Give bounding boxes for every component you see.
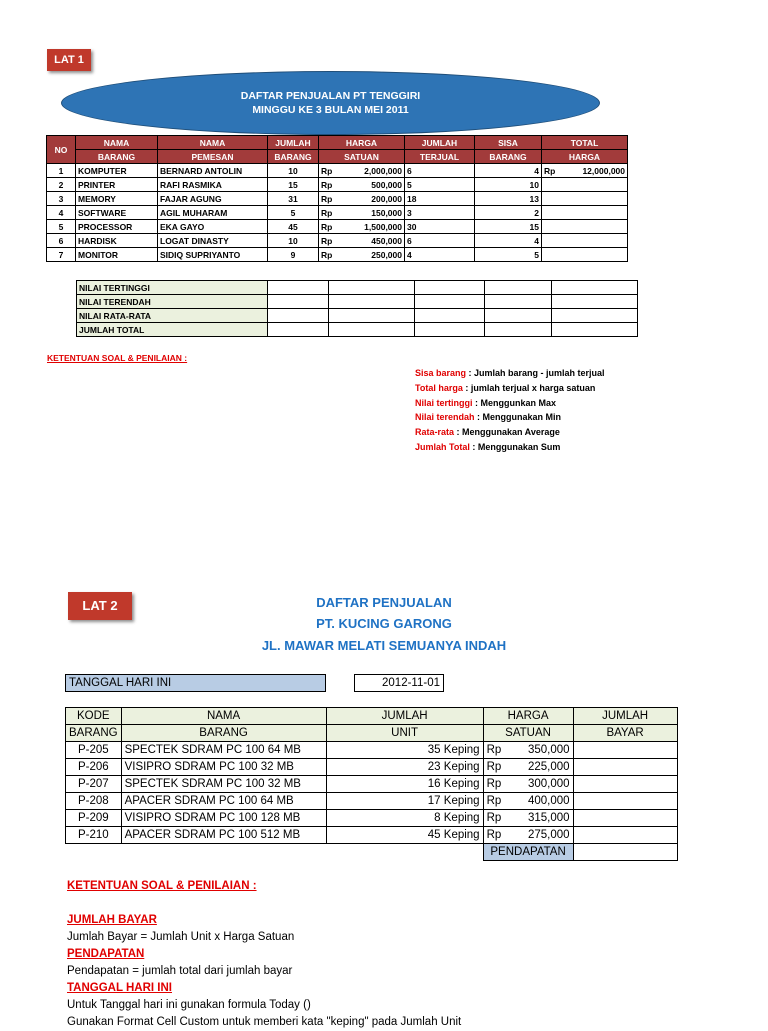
cell-no: 6 bbox=[47, 234, 76, 248]
cell-terjual: 6 bbox=[405, 234, 475, 248]
lat1-sales-table bbox=[46, 135, 628, 262]
table-row bbox=[47, 178, 628, 192]
rule-key: Total harga bbox=[415, 382, 463, 393]
cell-harga bbox=[483, 759, 573, 776]
cell-harga bbox=[483, 742, 573, 759]
table-row bbox=[66, 759, 678, 776]
cell-sisa: 15 bbox=[475, 220, 542, 234]
cell-sisa: 10 bbox=[475, 178, 542, 192]
summary-cell bbox=[415, 309, 485, 323]
header-cell: BARANG bbox=[76, 150, 158, 164]
summary-cell bbox=[552, 281, 638, 295]
lat1-rules bbox=[415, 366, 605, 455]
cell-nama: VISIPRO SDRAM PC 100 32 MB bbox=[121, 759, 326, 776]
summary-cell bbox=[415, 281, 485, 295]
rule-line bbox=[415, 396, 605, 411]
cell-no: 2 bbox=[47, 178, 76, 192]
cell-terjual: 6 bbox=[405, 164, 475, 178]
cell-barang: PRINTER bbox=[76, 178, 158, 192]
cell-jumlah: 15 bbox=[268, 178, 319, 192]
rule-heading-pendapatan: PENDAPATAN bbox=[67, 948, 145, 960]
cell-pemesan: EKA GAYO bbox=[158, 220, 268, 234]
currency: Rp bbox=[544, 165, 556, 176]
table-row bbox=[47, 234, 628, 248]
cell-harga bbox=[319, 164, 405, 178]
cell-jumlah: 10 bbox=[268, 234, 319, 248]
cell-nama: APACER SDRAM PC 100 512 MB bbox=[121, 827, 326, 844]
cell-total bbox=[542, 234, 628, 248]
lat2-rules bbox=[67, 912, 461, 1031]
rule-key: Sisa barang bbox=[415, 368, 467, 378]
cell-kode: P-207 bbox=[66, 776, 122, 793]
currency: Rp bbox=[321, 235, 333, 246]
harga-value: 315,000 bbox=[528, 812, 570, 824]
cell-harga bbox=[483, 776, 573, 793]
summary-cell bbox=[552, 295, 638, 309]
rule-key: Jumlah Total bbox=[415, 441, 470, 452]
summary-row bbox=[77, 281, 638, 295]
header-cell: JUMLAH bbox=[573, 708, 677, 725]
cell-kode: P-205 bbox=[66, 742, 122, 759]
table-row bbox=[47, 248, 628, 262]
currency: Rp bbox=[321, 221, 333, 232]
rule-text: : Menggunkan Max bbox=[472, 397, 557, 408]
cell-total bbox=[542, 164, 628, 178]
cell-unit: 8 Keping bbox=[326, 810, 483, 827]
header-cell: BARANG bbox=[268, 150, 319, 164]
currency: Rp bbox=[321, 193, 333, 204]
header-cell: SATUAN bbox=[483, 725, 573, 742]
cell-harga bbox=[319, 248, 405, 262]
harga-value: 300,000 bbox=[528, 778, 570, 790]
cell-terjual: 18 bbox=[405, 192, 475, 206]
table-row bbox=[66, 793, 678, 810]
cell-unit: 17 Keping bbox=[326, 793, 483, 810]
cell-jumlah: 10 bbox=[268, 164, 319, 178]
rule-text: : jumlah terjual x harga satuan bbox=[462, 382, 596, 393]
header-cell: HARGA bbox=[483, 708, 573, 725]
summary-label: JUMLAH TOTAL bbox=[77, 323, 268, 337]
summary-cell bbox=[329, 281, 415, 295]
cell-harga bbox=[319, 178, 405, 192]
currency: Rp bbox=[321, 165, 333, 176]
header-cell: PEMESAN bbox=[158, 150, 268, 164]
currency: Rp bbox=[486, 778, 502, 790]
header-cell: SISA bbox=[475, 136, 542, 150]
harga-value: 500,000 bbox=[371, 179, 402, 190]
currency: Rp bbox=[486, 744, 502, 756]
lat1-summary-table bbox=[76, 280, 638, 337]
cell-harga bbox=[483, 827, 573, 844]
cell-bayar bbox=[573, 827, 677, 844]
cell-barang: MEMORY bbox=[76, 192, 158, 206]
summary-cell bbox=[415, 295, 485, 309]
summary-cell bbox=[329, 323, 415, 337]
rule-text-pendapatan: Pendapatan = jumlah total dari jumlah bayar bbox=[67, 965, 293, 977]
header-cell: BAYAR bbox=[573, 725, 677, 742]
header-cell: HARGA bbox=[542, 150, 628, 164]
table-row bbox=[66, 776, 678, 793]
cell-barang: MONITOR bbox=[76, 248, 158, 262]
cell-jumlah: 45 bbox=[268, 220, 319, 234]
cell-total bbox=[542, 220, 628, 234]
pendapatan-value bbox=[573, 844, 677, 861]
cell-nama: VISIPRO SDRAM PC 100 128 MB bbox=[121, 810, 326, 827]
lat1-ketentuan-heading: KETENTUAN SOAL & PENILAIAN : bbox=[47, 353, 188, 363]
rule-text: : Jumlah barang - jumlah terjual bbox=[466, 368, 605, 378]
summary-row bbox=[77, 309, 638, 323]
cell-total bbox=[542, 192, 628, 206]
cell-no: 5 bbox=[47, 220, 76, 234]
summary-cell bbox=[485, 295, 552, 309]
cell-pemesan: BERNARD ANTOLIN bbox=[158, 164, 268, 178]
table-row bbox=[66, 810, 678, 827]
lat2-ketentuan-heading: KETENTUAN SOAL & PENILAIAN : bbox=[67, 880, 257, 892]
cell-unit: 16 Keping bbox=[326, 776, 483, 793]
cell-unit: 45 Keping bbox=[326, 827, 483, 844]
currency: Rp bbox=[486, 812, 502, 824]
cell-total bbox=[542, 248, 628, 262]
header-cell: JUMLAH bbox=[405, 136, 475, 150]
header-cell: JUMLAH bbox=[326, 708, 483, 725]
rule-text-jumlah-bayar: Jumlah Bayar = Jumlah Unit x Harga Satuan bbox=[67, 931, 295, 943]
cell-kode: P-209 bbox=[66, 810, 122, 827]
cell-total bbox=[542, 178, 628, 192]
header-cell: BARANG bbox=[475, 150, 542, 164]
cell-no: 4 bbox=[47, 206, 76, 220]
cell-harga bbox=[319, 220, 405, 234]
header-cell: BARANG bbox=[66, 725, 122, 742]
cell-kode: P-208 bbox=[66, 793, 122, 810]
total-value: 12,000,000 bbox=[582, 165, 625, 176]
summary-cell bbox=[485, 309, 552, 323]
table-row bbox=[47, 206, 628, 220]
cell-barang: SOFTWARE bbox=[76, 206, 158, 220]
header-cell: HARGA bbox=[319, 136, 405, 150]
cell-kode: P-206 bbox=[66, 759, 122, 776]
cell-pemesan: SIDIQ SUPRIYANTO bbox=[158, 248, 268, 262]
lat2-sales-table bbox=[65, 707, 678, 861]
harga-value: 1,500,000 bbox=[364, 221, 402, 232]
table-row bbox=[47, 220, 628, 234]
rule-key: Nilai tertinggi bbox=[415, 397, 473, 408]
cell-terjual: 3 bbox=[405, 206, 475, 220]
harga-value: 400,000 bbox=[528, 795, 570, 807]
currency: Rp bbox=[486, 795, 502, 807]
cell-nama: SPECTEK SDRAM PC 100 32 MB bbox=[121, 776, 326, 793]
table-row bbox=[66, 827, 678, 844]
cell-bayar bbox=[573, 810, 677, 827]
cell-terjual: 4 bbox=[405, 248, 475, 262]
harga-value: 350,000 bbox=[528, 744, 570, 756]
cell-sisa: 5 bbox=[475, 248, 542, 262]
cell-barang: HARDISK bbox=[76, 234, 158, 248]
lat1-title-ellipse bbox=[61, 71, 600, 135]
rule-key: Rata-rata bbox=[415, 427, 455, 438]
cell-sisa: 4 bbox=[475, 234, 542, 248]
cell-terjual: 30 bbox=[405, 220, 475, 234]
rule-text: : Menggunakan Average bbox=[454, 427, 560, 438]
cell-jumlah: 9 bbox=[268, 248, 319, 262]
lat1-title-line1: DAFTAR PENJUALAN PT TENGGIRI bbox=[240, 90, 421, 102]
rule-line bbox=[415, 440, 605, 455]
summary-cell bbox=[415, 323, 485, 337]
cell-pemesan: AGIL MUHARAM bbox=[158, 206, 268, 220]
summary-row bbox=[77, 323, 638, 337]
lat1-table-header bbox=[47, 136, 628, 164]
cell-total bbox=[542, 206, 628, 220]
header-cell: TOTAL bbox=[542, 136, 628, 150]
header-cell: KODE bbox=[66, 708, 122, 725]
rule-text: : Menggunakan Min bbox=[474, 412, 562, 423]
header-cell: SATUAN bbox=[319, 150, 405, 164]
header-cell: JUMLAH bbox=[268, 136, 319, 150]
cell-barang: KOMPUTER bbox=[76, 164, 158, 178]
harga-value: 225,000 bbox=[528, 761, 570, 773]
summary-cell bbox=[485, 281, 552, 295]
cell-bayar bbox=[573, 759, 677, 776]
summary-cell bbox=[268, 281, 329, 295]
cell-pemesan: RAFI RASMIKA bbox=[158, 178, 268, 192]
lat2-address: JL. MAWAR MELATI SEMUANYA INDAH bbox=[261, 638, 507, 653]
currency: Rp bbox=[486, 829, 502, 841]
rule-text-tanggal-2: Gunakan Format Cell Custom untuk memberi kata "keping" pada Jumlah Unit bbox=[67, 1016, 462, 1028]
cell-bayar bbox=[573, 742, 677, 759]
harga-value: 450,000 bbox=[371, 235, 402, 246]
header-cell: BARANG bbox=[121, 725, 326, 742]
harga-value: 150,000 bbox=[371, 207, 402, 218]
cell-no: 3 bbox=[47, 192, 76, 206]
currency: Rp bbox=[321, 249, 333, 260]
cell-no: 7 bbox=[47, 248, 76, 262]
pendapatan-row bbox=[66, 844, 678, 861]
rule-line bbox=[415, 410, 605, 425]
currency: Rp bbox=[321, 207, 333, 218]
cell-pemesan: LOGAT DINASTY bbox=[158, 234, 268, 248]
summary-label: NILAI TERENDAH bbox=[77, 295, 268, 309]
table-row bbox=[47, 192, 628, 206]
header-cell: UNIT bbox=[326, 725, 483, 742]
table-row bbox=[47, 164, 628, 178]
cell-terjual: 5 bbox=[405, 178, 475, 192]
summary-cell bbox=[552, 309, 638, 323]
lat1-title-line2: MINGGU KE 3 BULAN MEI 2011 bbox=[252, 104, 409, 116]
lat1-tag: LAT 1 bbox=[47, 49, 91, 71]
rule-line bbox=[415, 381, 605, 396]
rule-heading-tanggal: TANGGAL HARI INI bbox=[67, 982, 172, 994]
lat2-title: DAFTAR PENJUALAN bbox=[316, 595, 452, 610]
pendapatan-label: PENDAPATAN bbox=[483, 844, 573, 861]
currency: Rp bbox=[321, 179, 333, 190]
header-cell: NAMA bbox=[76, 136, 158, 150]
header-no: NO bbox=[47, 136, 76, 164]
date-label: TANGGAL HARI INI bbox=[66, 675, 326, 692]
cell-jumlah: 31 bbox=[268, 192, 319, 206]
summary-row bbox=[77, 295, 638, 309]
summary-cell bbox=[268, 323, 329, 337]
cell-bayar bbox=[573, 793, 677, 810]
cell-harga bbox=[483, 793, 573, 810]
currency: Rp bbox=[486, 761, 502, 773]
rule-line bbox=[415, 425, 605, 440]
header-cell: TERJUAL bbox=[405, 150, 475, 164]
cell-harga bbox=[483, 810, 573, 827]
cell-kode: P-210 bbox=[66, 827, 122, 844]
lat2-tag: LAT 2 bbox=[68, 592, 132, 620]
lat2-date-row bbox=[65, 674, 444, 692]
cell-unit: 35 Keping bbox=[326, 742, 483, 759]
header-cell: NAMA bbox=[158, 136, 268, 150]
rule-text-tanggal-1: Untuk Tanggal hari ini gunakan formula Today () bbox=[67, 999, 311, 1011]
cell-sisa: 13 bbox=[475, 192, 542, 206]
date-value: 2012-11-01 bbox=[355, 675, 444, 692]
summary-cell bbox=[552, 323, 638, 337]
harga-value: 275,000 bbox=[528, 829, 570, 841]
cell-jumlah: 5 bbox=[268, 206, 319, 220]
cell-unit: 23 Keping bbox=[326, 759, 483, 776]
summary-cell bbox=[329, 295, 415, 309]
cell-sisa: 2 bbox=[475, 206, 542, 220]
cell-harga bbox=[319, 234, 405, 248]
cell-sisa: 4 bbox=[475, 164, 542, 178]
summary-cell bbox=[329, 309, 415, 323]
summary-cell bbox=[485, 323, 552, 337]
cell-harga bbox=[319, 206, 405, 220]
harga-value: 250,000 bbox=[371, 249, 402, 260]
cell-harga bbox=[319, 192, 405, 206]
summary-label: NILAI TERTINGGI bbox=[77, 281, 268, 295]
cell-nama: SPECTEK SDRAM PC 100 64 MB bbox=[121, 742, 326, 759]
lat1-table-body bbox=[47, 164, 628, 262]
summary-cell bbox=[268, 295, 329, 309]
lat2-table-header bbox=[66, 708, 678, 742]
lat2-company: PT. KUCING GARONG bbox=[316, 616, 452, 631]
cell-bayar bbox=[573, 776, 677, 793]
cell-pemesan: FAJAR AGUNG bbox=[158, 192, 268, 206]
cell-no: 1 bbox=[47, 164, 76, 178]
lat2-table-body bbox=[66, 742, 678, 861]
cell-nama: APACER SDRAM PC 100 64 MB bbox=[121, 793, 326, 810]
table-row bbox=[66, 742, 678, 759]
rule-key: Nilai terendah bbox=[415, 412, 475, 423]
harga-value: 2,000,000 bbox=[364, 165, 402, 176]
rule-heading-jumlah-bayar: JUMLAH BAYAR bbox=[67, 914, 157, 926]
cell-barang: PROCESSOR bbox=[76, 220, 158, 234]
summary-cell bbox=[268, 309, 329, 323]
harga-value: 200,000 bbox=[371, 193, 402, 204]
header-cell: NAMA bbox=[121, 708, 326, 725]
rule-line bbox=[415, 366, 605, 381]
rule-text: : Menggunakan Sum bbox=[469, 441, 561, 452]
summary-label: NILAI RATA-RATA bbox=[77, 309, 268, 323]
